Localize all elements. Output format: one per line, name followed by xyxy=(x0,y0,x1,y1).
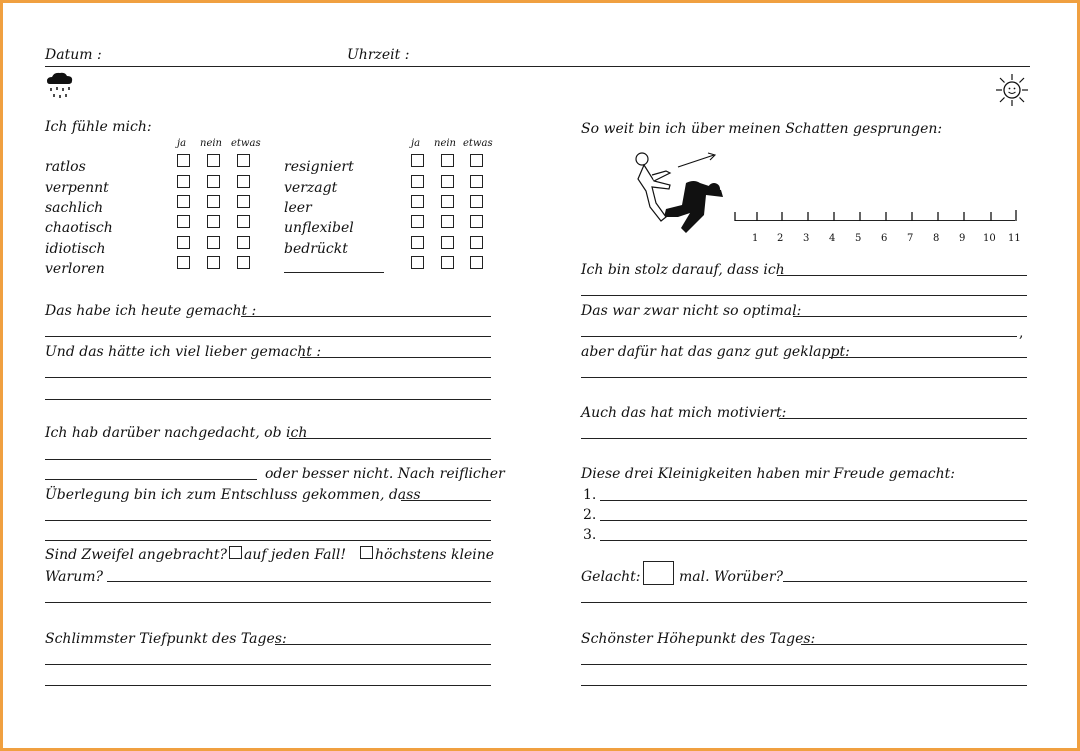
checkbox-ja[interactable] xyxy=(177,256,190,269)
prompt-doubt: Sind Zweifel angebracht? xyxy=(45,547,227,563)
feelings-title: Ich fühle mich: xyxy=(45,119,152,135)
scale-label: 5 xyxy=(855,233,862,244)
checkbox-nein[interactable] xyxy=(441,175,454,188)
checkbox-nein[interactable] xyxy=(207,154,220,167)
checkbox-slight[interactable] xyxy=(360,546,373,559)
prompt-not-optimal: Das war zwar nicht so optimal: xyxy=(581,303,802,319)
answer-line[interactable] xyxy=(600,500,1027,501)
joy-number: 3. xyxy=(583,527,597,543)
checkbox-nein[interactable] xyxy=(207,195,220,208)
checkbox-ja[interactable] xyxy=(177,195,190,208)
feeling-label: resigniert xyxy=(284,159,354,175)
checkbox-ja[interactable] xyxy=(177,154,190,167)
prompt-shadow: So weit bin ich über meinen Schatten gesprungen: xyxy=(581,121,943,137)
scale-label: 7 xyxy=(907,233,914,244)
feeling-label: sachlich xyxy=(45,200,104,216)
checkbox-nein[interactable] xyxy=(207,256,220,269)
checkbox-ja[interactable] xyxy=(411,175,424,188)
feeling-label: verzagt xyxy=(284,180,338,196)
scale-label: 10 xyxy=(983,233,996,244)
text-or-better: oder besser nicht. Nach reiflicher xyxy=(265,466,505,482)
checkbox-nein[interactable] xyxy=(207,175,220,188)
prompt-low: Schlimmster Tiefpunkt des Tages: xyxy=(45,631,287,647)
checkbox-definitely[interactable] xyxy=(229,546,242,559)
col-some-right: etwas xyxy=(463,138,493,149)
checkbox-etwas[interactable] xyxy=(470,175,483,188)
scale-label: 1 xyxy=(752,233,759,244)
answer-line[interactable] xyxy=(289,438,491,439)
feeling-label: chaotisch xyxy=(45,220,113,236)
answer-line[interactable] xyxy=(581,438,1027,439)
text-times: mal. Worüber? xyxy=(679,569,784,585)
checkbox-etwas[interactable] xyxy=(470,256,483,269)
checkbox-etwas[interactable] xyxy=(237,195,250,208)
option-definitely: auf jeden Fall! xyxy=(244,547,347,563)
answer-line[interactable] xyxy=(45,479,257,480)
col-no-right: nein xyxy=(434,138,456,149)
checkbox-etwas[interactable] xyxy=(237,175,250,188)
prompt-motivated: Auch das hat mich motiviert: xyxy=(581,405,787,421)
feeling-label: bedrückt xyxy=(284,241,348,257)
answer-line[interactable] xyxy=(600,520,1027,521)
feeling-label: ratlos xyxy=(45,159,86,175)
answer-line[interactable] xyxy=(45,602,491,603)
checkbox-nein[interactable] xyxy=(441,256,454,269)
prompt-high: Schönster Höhepunkt des Tages: xyxy=(581,631,816,647)
answer-line[interactable] xyxy=(581,602,1027,603)
checkbox-etwas[interactable] xyxy=(237,256,250,269)
checkbox-ja[interactable] xyxy=(411,154,424,167)
checkbox-nein[interactable] xyxy=(207,215,220,228)
feeling-label: unflexibel xyxy=(284,220,354,236)
answer-line[interactable] xyxy=(783,581,1027,582)
checkbox-etwas[interactable] xyxy=(470,215,483,228)
joy-number: 2. xyxy=(583,507,597,523)
answer-line[interactable] xyxy=(801,644,1027,645)
text-decision: Überlegung bin ich zum Entschluss gekommen, dass xyxy=(45,487,421,503)
answer-line[interactable] xyxy=(45,377,491,378)
comma-mark: , xyxy=(1019,325,1024,341)
answer-line[interactable] xyxy=(45,540,491,541)
answer-line[interactable] xyxy=(45,664,491,665)
prompt-thought: Ich hab darüber nachgedacht, ob ich xyxy=(45,425,308,441)
checkbox-nein[interactable] xyxy=(441,154,454,167)
answer-line[interactable] xyxy=(45,336,491,337)
scale-label: 3 xyxy=(803,233,810,244)
checkbox-etwas[interactable] xyxy=(470,154,483,167)
scale-label: 8 xyxy=(933,233,940,244)
feeling-label: leer xyxy=(284,200,312,216)
prompt-joys: Diese drei Kleinigkeiten haben mir Freude gemacht: xyxy=(581,466,956,482)
col-yes-left: ja xyxy=(177,138,187,149)
option-slight: höchstens kleine xyxy=(375,547,495,563)
checkbox-nein[interactable] xyxy=(207,236,220,249)
answer-line[interactable] xyxy=(829,357,1027,358)
sun-icon xyxy=(995,73,1029,107)
shadow-jump-illustration xyxy=(626,145,726,245)
checkbox-ja[interactable] xyxy=(177,175,190,188)
prompt-laughed: Gelacht: xyxy=(581,569,641,585)
col-some-left: etwas xyxy=(231,138,261,149)
prompt-rather: Und das hätte ich viel lieber gemacht : xyxy=(45,344,322,360)
joy-number: 1. xyxy=(583,487,597,503)
checkbox-ja[interactable] xyxy=(177,236,190,249)
answer-line[interactable] xyxy=(45,459,491,460)
prompt-why: Warum? xyxy=(45,569,104,585)
scale-label: 6 xyxy=(881,233,888,244)
answer-line[interactable] xyxy=(45,520,491,521)
checkbox-nein[interactable] xyxy=(441,215,454,228)
date-label: Datum : xyxy=(45,47,102,63)
answer-line[interactable] xyxy=(401,500,491,501)
answer-line[interactable] xyxy=(779,418,1027,419)
checkbox-nein[interactable] xyxy=(441,195,454,208)
prompt-proud: Ich bin stolz darauf, dass ich xyxy=(581,262,785,278)
answer-line[interactable] xyxy=(600,540,1027,541)
answer-line[interactable] xyxy=(581,685,1027,686)
scale-label: 4 xyxy=(829,233,836,244)
checkbox-ja[interactable] xyxy=(411,195,424,208)
prompt-but-good: aber dafür hat das ganz gut geklappt: xyxy=(581,344,850,360)
answer-line[interactable] xyxy=(793,316,1027,317)
answer-line[interactable] xyxy=(581,377,1027,378)
checkbox-nein[interactable] xyxy=(441,236,454,249)
answer-line[interactable] xyxy=(581,336,1017,337)
checkbox-etwas[interactable] xyxy=(237,154,250,167)
checkbox-ja[interactable] xyxy=(411,236,424,249)
checkbox-etwas[interactable] xyxy=(470,236,483,249)
col-no-left: nein xyxy=(200,138,222,149)
checkbox-etwas[interactable] xyxy=(237,215,250,228)
time-label: Uhrzeit : xyxy=(347,47,410,63)
scale-label: 9 xyxy=(959,233,966,244)
checkbox-ja[interactable] xyxy=(411,256,424,269)
shadow-scale-ticks xyxy=(733,209,1019,223)
feeling-custom-line[interactable] xyxy=(284,272,384,273)
col-yes-right: ja xyxy=(411,138,421,149)
scale-label: 11 xyxy=(1008,233,1021,244)
rain-cloud-icon xyxy=(45,71,75,103)
answer-line[interactable] xyxy=(241,316,491,317)
answer-line[interactable] xyxy=(581,295,1027,296)
answer-line[interactable] xyxy=(777,275,1027,276)
answer-line[interactable] xyxy=(275,644,491,645)
feeling-label: idiotisch xyxy=(45,241,106,257)
laugh-count-box[interactable] xyxy=(643,561,674,585)
checkbox-ja[interactable] xyxy=(177,215,190,228)
prompt-today: Das habe ich heute gemacht : xyxy=(45,303,257,319)
answer-line[interactable] xyxy=(581,664,1027,665)
checkbox-etwas[interactable] xyxy=(237,236,250,249)
scale-label: 2 xyxy=(777,233,784,244)
answer-line[interactable] xyxy=(107,581,491,582)
header-line[interactable] xyxy=(45,66,1030,67)
journal-page xyxy=(3,3,1077,748)
feeling-label: verloren xyxy=(45,261,105,277)
checkbox-ja[interactable] xyxy=(411,215,424,228)
feeling-label: verpennt xyxy=(45,180,109,196)
answer-line[interactable] xyxy=(45,685,491,686)
answer-line[interactable] xyxy=(45,399,491,400)
checkbox-etwas[interactable] xyxy=(470,195,483,208)
answer-line[interactable] xyxy=(300,357,491,358)
